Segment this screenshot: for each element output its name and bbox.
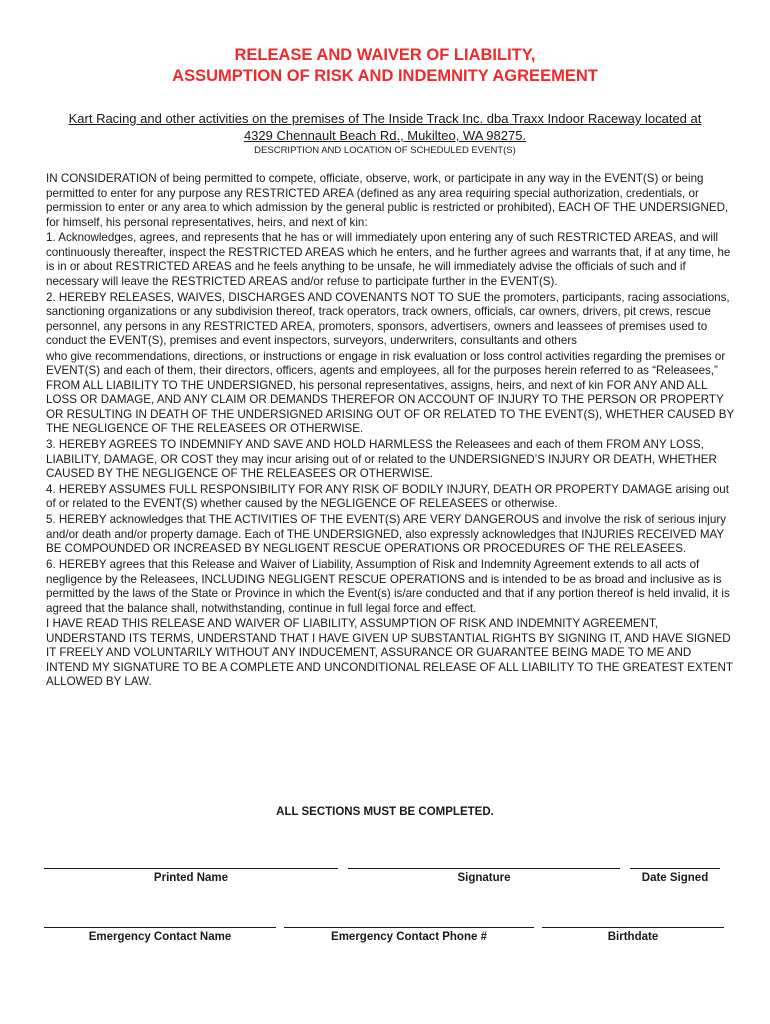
birthdate-line[interactable] <box>542 927 724 928</box>
signature-line[interactable] <box>348 868 620 869</box>
clause-6-extends-negligence: 6. HEREBY agrees that this Release and Waiver of Liability, Assumption of Risk and Indemnity Agreement extends to all acts of negligence by the Releasees, INCLUDING NEGLIGENT RESCUE OPERATIONS and is intended to be as broad and inclusive as is permitted by the laws of the State or Province in which the Event(s) is/are conducted and that if any portion thereof is held invalid, it is agreed that the balance shall, notwithstanding, continue in full legal force and effect. <box>46 558 730 615</box>
emergency-contact-name-field[interactable] <box>44 927 276 943</box>
signature-field[interactable] <box>348 868 620 884</box>
birthdate-label: Birthdate <box>607 931 659 943</box>
date-signed-line[interactable] <box>630 868 720 869</box>
title-line-2: ASSUMPTION OF RISK AND INDEMNITY AGREEMENT <box>172 67 598 85</box>
emergency-contact-phone-line[interactable] <box>284 927 534 928</box>
read-and-understood-statement: I HAVE READ THIS RELEASE AND WAIVER OF LIABILITY, ASSUMPTION OF RISK AND INDEMNITY AGREEMENT, UNDERSTAND ITS TERMS, UNDERSTAND THAT I HAVE GIVEN UP SUBSTANTIAL RIGHTS BY SIGNING IT, AND HAVE SIGNED IT FREELY AND VOLUNTARILY WITHOUT ANY INDUCEMENT, ASSURANCE OR GUARANTEE BEING MADE TO ME AND INTEND MY SIGNATURE TO BE A COMPLETE AND UNCONDITIONAL RELEASE OF ALL LIABILITY TO THE GREATEST EXTENT ALLOWED BY LAW. <box>46 617 733 689</box>
emergency-contact-name-line[interactable] <box>44 927 276 928</box>
title-line-1: RELEASE AND WAIVER OF LIABILITY, <box>234 46 536 64</box>
signature-label: Signature <box>457 872 511 884</box>
printed-name-field[interactable] <box>44 868 338 884</box>
location-line-2: 4329 Chennault Beach Rd., Mukilteo, WA 98275. <box>243 128 527 143</box>
clause-2-continued: who give recommendations, directions, or instructions or engage in risk evaluation or loss control activities regarding the premises or EVENT(S) and each of them, their directors, officers, agents and employees, all for the purposes herein referred to as “Releasees,” FROM ALL LIABILITY TO THE UNDERSIGNED, his personal representatives, assigns, heirs, and next of kin FOR ANY AND ALL LOSS OR DAMAGE, AND ANY CLAIM OR DEMANDS THEREFOR ON ACCOUNT OF INJURY TO THE PERSON OR PROPERTY OR RESULTING IN DEATH OF THE UNDERSIGNED ARISING OUT OF OR RELATED TO THE EVENT(S), WHETHER CAUSED BY THE NEGLIGENCE OF THE RELEASEES OR OTHERWISE. <box>46 349 734 436</box>
location-line-1: Kart Racing and other activities on the premises of The Inside Track Inc. dba Traxx Indoor Raceway located at <box>68 111 702 126</box>
emergency-contact-phone-field[interactable] <box>284 927 534 943</box>
all-sections-note: ALL SECTIONS MUST BE COMPLETED. <box>276 806 494 818</box>
clause-3-indemnify: 3. HEREBY AGREES TO INDEMNIFY AND SAVE AND HOLD HARMLESS the Releasees and each of them FROM ANY LOSS, LIABILITY, DAMAGE, OR COST they may incur arising out of or related to the UNDERSIGNED’S INJURY OR DEATH, WHETHER CAUSED BY THE NEGLIGENCE OF THE RELEASEES OR OTHERWISE. <box>46 438 717 481</box>
emergency-contact-phone-label: Emergency Contact Phone # <box>331 931 487 943</box>
agreement-body <box>46 172 736 691</box>
birthdate-field[interactable] <box>542 927 724 943</box>
consideration-paragraph: IN CONSIDERATION of being permitted to compete, officiate, observe, work, or participate in any way in the EVENT(S) or being permitted to enter for any purpose any RESTRICTED AREA (defined as any area requiring special authorization, credentials, or permission to enter or any area to which admission by the general public is restricted or prohibited), EACH OF THE UNDERSIGNED, for himself, his personal representatives, heirs, and next of kin: <box>46 172 729 229</box>
clause-1-acknowledges: 1. Acknowledges, agrees, and represents that he has or will immediately upon entering any of such RESTRICTED AREAS, and will continuously thereafter, inspect the RESTRICTED AREAS which he enters, and he further agrees and warrants that, if at any time, he is in or about RESTRICTED AREAS and he feels anything to be unsafe, he will immediately advise the officials of such and if necessary will leave the RESTRICTED AREAS and/or refuse to participate further in the EVENT(S). <box>46 231 731 288</box>
document-title <box>0 45 770 87</box>
location-caption: DESCRIPTION AND LOCATION OF SCHEDULED EVENT(S) <box>254 145 516 156</box>
emergency-contact-name-label: Emergency Contact Name <box>88 931 232 943</box>
date-signed-field[interactable] <box>630 868 720 884</box>
clause-2-releases: 2. HEREBY RELEASES, WAIVES, DISCHARGES AND COVENANTS NOT TO SUE the promoters, participants, racing associations, sanctioning organizations or any subdivision thereof, track operators, track owners, officials, car owners, drivers, pit crews, rescue personnel, any persons in any RESTRICTED AREA, promoters, sponsors, advertisers, owners and leassees of premises used to conduct the EVENT(S), premises and event inspectors, surveyors, underwriters, consultants and others <box>46 290 730 348</box>
event-location <box>30 110 740 157</box>
clause-4-assumes-responsibility: 4. HEREBY ASSUMES FULL RESPONSIBILITY FOR ANY RISK OF BODILY INJURY, DEATH OR PROPERTY DAMAGE arising out of or related to the EVENT(S) whether caused by the NEGLIGENCE OF RELEASEES or otherwise. <box>46 482 729 511</box>
printed-name-label: Printed Name <box>153 872 229 884</box>
clause-5-acknowledges-danger: 5. HEREBY acknowledges that THE ACTIVITIES OF THE EVENT(S) ARE VERY DANGEROUS and involve the risk of serious injury and/or death and/or property damage. Each of THE UNDERSIGNED, also expressly acknowledges that INJURIES RECEIVED MAY BE COMPOUNDED OR INCREASED BY NEGLIGENT RESCUE OPERATIONS OR PROCEDURES OF THE RELEASEES. <box>46 513 726 556</box>
printed-name-line[interactable] <box>44 868 338 869</box>
date-signed-label: Date Signed <box>641 872 709 884</box>
